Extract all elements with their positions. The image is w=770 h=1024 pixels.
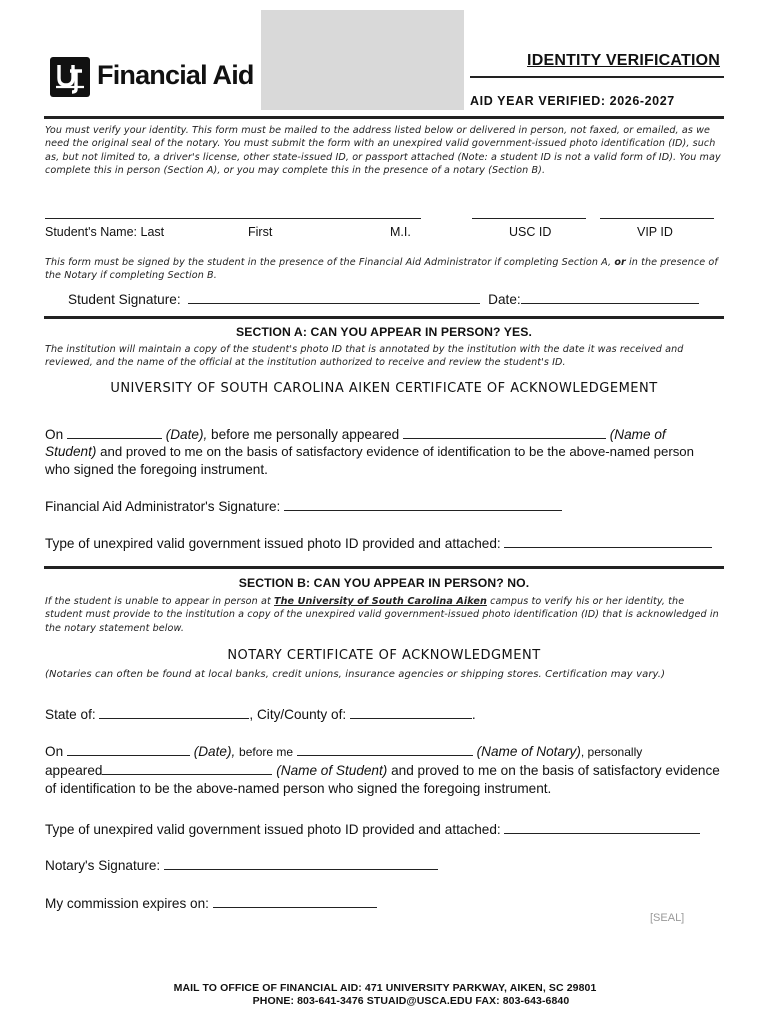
- notary-signature-field[interactable]: [164, 856, 438, 870]
- section-a-on: On: [45, 427, 64, 442]
- state-label: State of:: [45, 707, 96, 722]
- notary-signature-label: Notary's Signature:: [45, 858, 161, 873]
- section-b-appeared: appeared: [45, 763, 103, 778]
- section-a-note: The institution will maintain a copy of the student's photo ID that is annotated by the institution with the date it was received and reviewed, and the name of the official at the institution authorized to receive and review the student's ID.: [45, 344, 684, 369]
- section-a-proved: and proved to me on the basis of satisfactory evidence of identification to be the above-named person: [100, 444, 694, 459]
- section-a-name-hint-1: (Name of: [609, 427, 666, 442]
- section-a-certificate-title: UNIVERSITY OF SOUTH CAROLINA AIKEN CERTIFICATE OF ACKNOWLEDGEMENT: [110, 381, 658, 396]
- logo: [50, 57, 262, 99]
- footer-contact: PHONE: 803-641-3476 STUAID@USCA.EDU FAX: 803-643-6840: [252, 995, 570, 1007]
- section-b-title: SECTION B: CAN YOU APPEAR IN PERSON? NO.: [238, 576, 530, 590]
- usc-aiken-link: The University of South Carolina Aiken: [273, 596, 487, 607]
- section-b-identification: of identification to be the above-named person who signed the foregoing instrument.: [45, 781, 552, 796]
- footer-mail: MAIL TO OFFICE OF FINANCIAL AID: 471 UNIVERSITY PARKWAY, AIKEN, SC 29801: [173, 982, 597, 994]
- section-a-photo-id-row: [45, 534, 712, 553]
- section-b-note: [45, 595, 721, 635]
- section-b-top-rule: [44, 566, 724, 569]
- section-b-line-1: [45, 742, 642, 761]
- section-a-signed: who signed the foregoing instrument.: [45, 462, 268, 477]
- section-b-note-pre: If the student is unable to appear in person at: [45, 596, 271, 607]
- state-field[interactable]: [99, 705, 249, 719]
- section-a-line-2: [45, 443, 721, 461]
- label-usc-id: USC ID: [509, 225, 552, 239]
- admin-signature-label: Financial Aid Administrator's Signature:: [45, 499, 281, 514]
- signature-note-part-a: This form must be signed by the student in the presence of the Financial Aid Administrator if completing Section A,: [45, 257, 612, 268]
- label-mi: M.I.: [390, 225, 411, 239]
- city-field[interactable]: [350, 705, 472, 719]
- financial-aid-logo-icon: [50, 57, 90, 97]
- section-b-proved: and proved to me on the basis of satisfactory evidence: [391, 763, 720, 778]
- vip-id-line: [600, 218, 714, 219]
- section-b-note-post: campus to verify his or her identity, the student must provide to the institution a copy of the unexpired valid government-issued photo identification (ID) that is acknowledged in the notary statement below.: [45, 596, 719, 634]
- student-signature-field[interactable]: [188, 290, 480, 304]
- notary-certificate-note: (Notaries can often be found at local banks, credit unions, insurance agencies or shipping stores. Certification may vary.): [45, 669, 666, 680]
- logo-text: Financial Aid: [97, 60, 254, 90]
- admin-signature-field[interactable]: [284, 497, 562, 511]
- notary-name-hint: (Name of Notary): [476, 744, 581, 759]
- notary-signature-row: [45, 856, 438, 875]
- section-b-personally: , personally: [580, 745, 643, 759]
- notary-certificate-title: NOTARY CERTIFICATE OF ACKNOWLEDGMENT: [227, 648, 541, 663]
- label-first-name: First: [248, 225, 273, 239]
- page-title: IDENTITY VERIFICATION: [527, 52, 720, 69]
- section-b-photo-id-row: [45, 820, 700, 839]
- commission-row: [45, 894, 377, 913]
- section-a-photo-id-field[interactable]: [504, 534, 712, 548]
- section-a-student-name-field[interactable]: [403, 425, 606, 439]
- seal-placeholder: [SEAL]: [650, 912, 685, 924]
- section-a-date-hint: (Date),: [165, 427, 208, 442]
- student-signature-label: Student Signature:: [68, 292, 181, 307]
- name-line: [45, 218, 421, 219]
- label-vip-id: VIP ID: [637, 225, 673, 239]
- section-a-name-hint-2: Student): [45, 444, 97, 459]
- section-b-before-me: before me: [239, 745, 294, 759]
- aid-year: AID YEAR VERIFIED: 2026-2027: [470, 94, 675, 108]
- signature-note: [45, 256, 721, 283]
- section-b-student-hint: (Name of Student): [276, 763, 388, 778]
- signature-note-part-b: in the presence of the Notary if completing Section B.: [45, 257, 718, 282]
- section-a-top-rule: [44, 316, 724, 319]
- section-b-student-name-field[interactable]: [102, 761, 272, 775]
- student-signature-row: [68, 290, 728, 309]
- date-field[interactable]: [521, 290, 699, 304]
- section-b-on: On: [45, 744, 64, 759]
- date-label: Date:: [488, 292, 521, 307]
- photo-placeholder: [261, 10, 464, 110]
- usc-id-line: [472, 218, 586, 219]
- signature-note-or: or: [614, 257, 626, 268]
- section-b-date-hint: (Date),: [193, 744, 236, 759]
- section-a-photo-id-label: Type of unexpired valid government issued photo ID provided and attached:: [45, 536, 501, 551]
- admin-signature-row: [45, 497, 562, 516]
- section-a-title: SECTION A: CAN YOU APPEAR IN PERSON? YES.: [236, 325, 532, 339]
- header-rule: [44, 116, 724, 119]
- section-a-line-1: [45, 425, 721, 444]
- city-label: , City/County of:: [249, 707, 347, 722]
- notary-name-field[interactable]: [297, 742, 473, 756]
- section-b-photo-id-label: Type of unexpired valid government issued photo ID provided and attached:: [45, 822, 501, 837]
- section-b-line-2: [45, 761, 720, 780]
- state-city-row: State of: , City/County of: .: [45, 707, 476, 722]
- section-b-date-field[interactable]: [67, 742, 190, 756]
- intro-text: You must verify your identity. This form must be mailed to the address listed below or delivered in person, not faxed, or emailed, as we need the original seal of the notary. You must submit the form with an unexpired valid government-issued photo identification (ID), such as, but not limited to, a driver's license, other state-issued ID, or passport attached (Note: a student ID is not a valid form of ID). You may complete this in person (Section A), or you may complete this in the presence of a notary (Section B).: [45, 125, 721, 177]
- label-last-name: Student's Name: Last: [45, 225, 165, 239]
- section-a-date-field[interactable]: [67, 425, 162, 439]
- section-b-photo-id-field[interactable]: [504, 820, 700, 834]
- commission-field[interactable]: [213, 894, 377, 908]
- commission-label: My commission expires on:: [45, 896, 209, 911]
- section-a-before-me: before me personally appeared: [211, 427, 400, 442]
- title-rule: [470, 76, 724, 78]
